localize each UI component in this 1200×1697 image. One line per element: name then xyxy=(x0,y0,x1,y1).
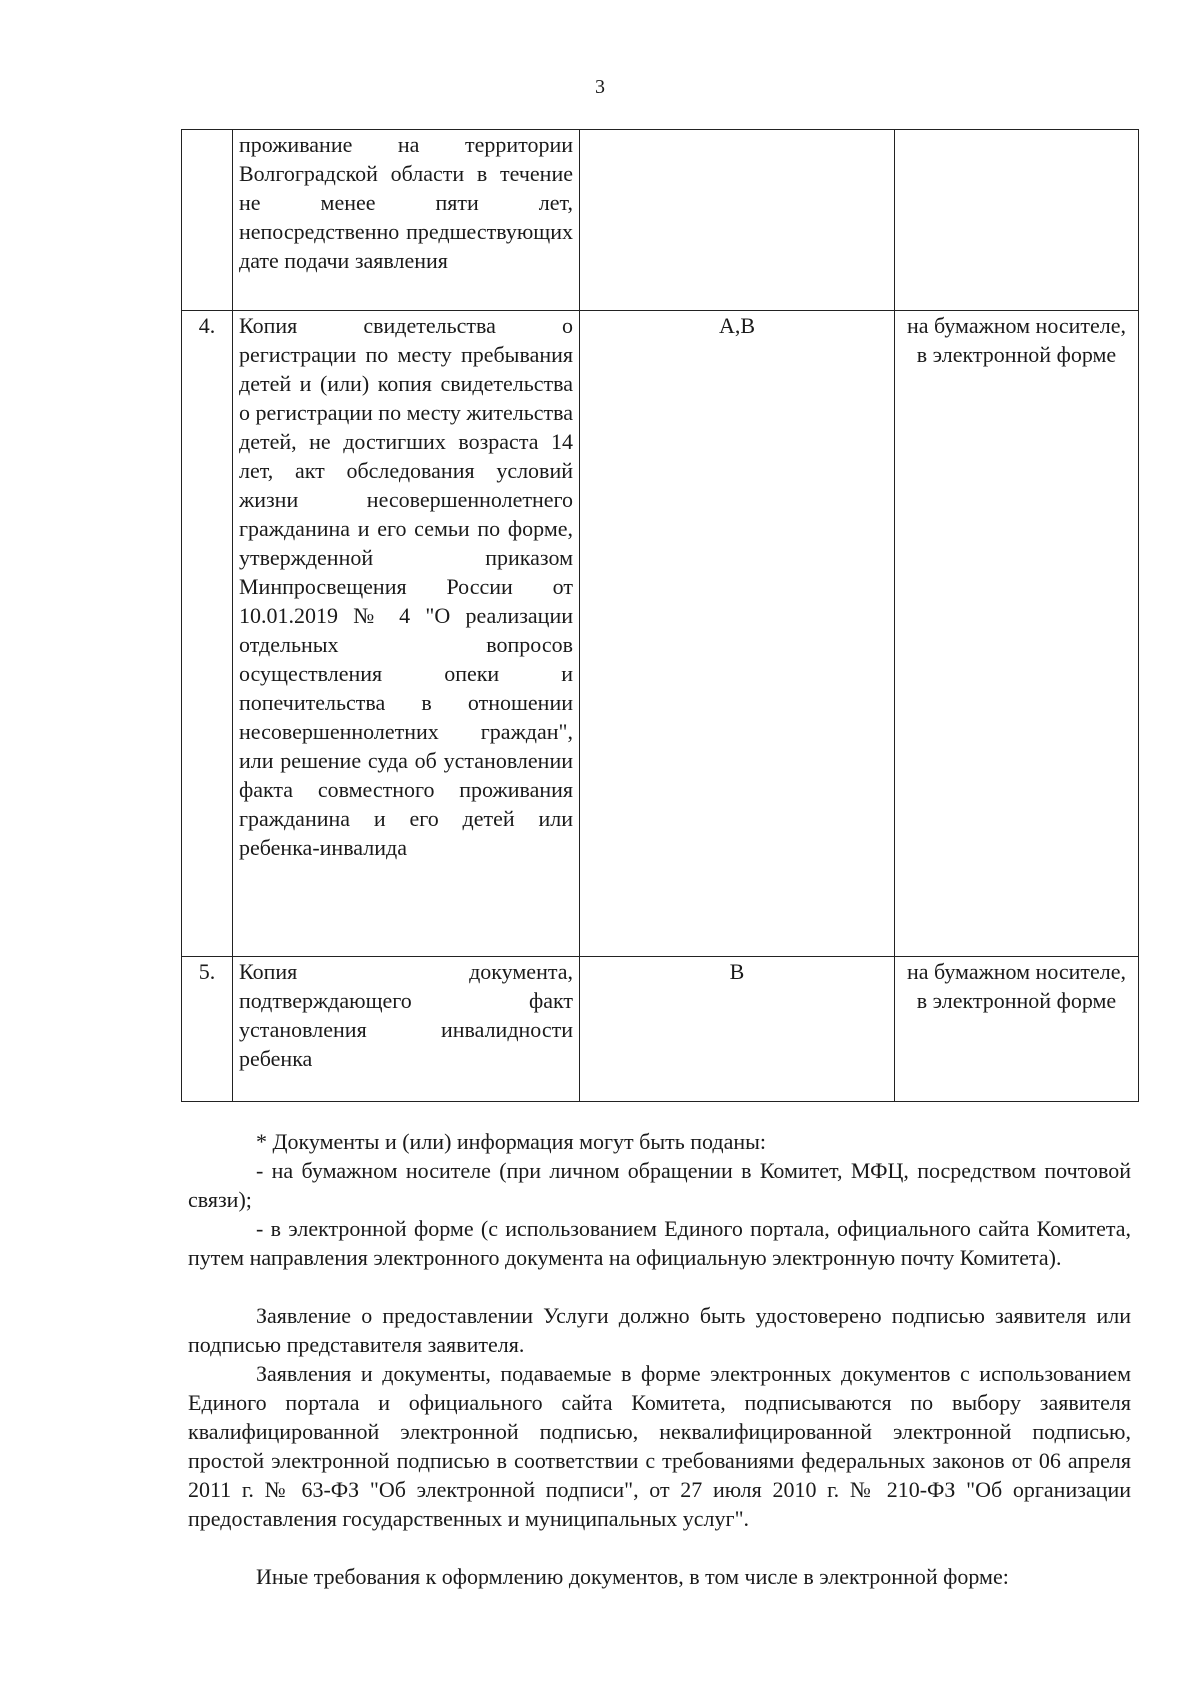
note-intro: * Документы и (или) информация могут быть поданы: xyxy=(256,1129,767,1154)
document-name: Копия документа, подтверждающего факт установления инвалидности ребенка xyxy=(233,957,580,1102)
paragraph-other-requirements: Иные требования к оформлению документов, в том числе в электронной форме: xyxy=(256,1564,1009,1589)
submission-form: на бумажном носителе, в электронной форме xyxy=(895,311,1139,957)
note-electronic: - в электронной форме (с использованием Единого портала, официального сайта Комитета, путем направления электронного документа на официальную электронную почту Комитета). xyxy=(188,1216,1131,1270)
note-paper: - на бумажном носителе (при личном обращении в Комитет, МФЦ, посредством почтовой связи); xyxy=(188,1158,1131,1212)
document-name: Копия свидетельства о регистрации по месту пребывания детей и (или) копия свидетельства о регистрации по месту жительства детей, не достигших возраста 14 лет, акт обследования условий жизни несовершеннолетнего гражданина и его семьи по форме, утвержденной приказом Минпросвещения России от 10.01.2019 № 4 "О реализации отдельных вопросов осуществления опеки и попечительства в отношении несовершеннолетних граждан", или решение суда об установлении факта совместного проживания гражданина и его детей или ребенка-инвалида xyxy=(233,311,580,957)
submission-form: на бумажном носителе, в электронной форме xyxy=(895,957,1139,1102)
row-number: 4. xyxy=(182,311,233,957)
table-row xyxy=(182,130,1139,311)
documents-table xyxy=(181,129,1139,1102)
submission-form xyxy=(895,130,1139,311)
paragraph-electronic-signature: Заявления и документы, подаваемые в форме электронных документов с использованием Единого портала и официального сайта Комитета, подписываются по выбору заявителя квалифицированной электронной подписью, неквалифицированной электронной подписью, простой электронной подписью в соответствии с требованиями федеральных законов от 06 апреля 2011 г. № 63-ФЗ "Об электронной подписи", от 27 июля 2010 г. № 210-ФЗ "Об организации предоставления государственных и муниципальных услуг". xyxy=(188,1361,1131,1531)
table-row xyxy=(182,957,1139,1102)
applicant-category: В xyxy=(580,957,895,1102)
paragraph-signature: Заявление о предоставлении Услуги должно быть удостоверено подписью заявителя или подписью представителя заявителя. xyxy=(188,1303,1131,1357)
table-row xyxy=(182,311,1139,957)
document-name: проживание на территории Волгоградской области в течение не менее пяти лет, непосредственно предшествующих дате подачи заявления xyxy=(233,130,580,311)
applicant-category: А,В xyxy=(580,311,895,957)
page-number: 3 xyxy=(595,76,605,98)
row-number xyxy=(182,130,233,311)
row-number: 5. xyxy=(182,957,233,1102)
applicant-category xyxy=(580,130,895,311)
